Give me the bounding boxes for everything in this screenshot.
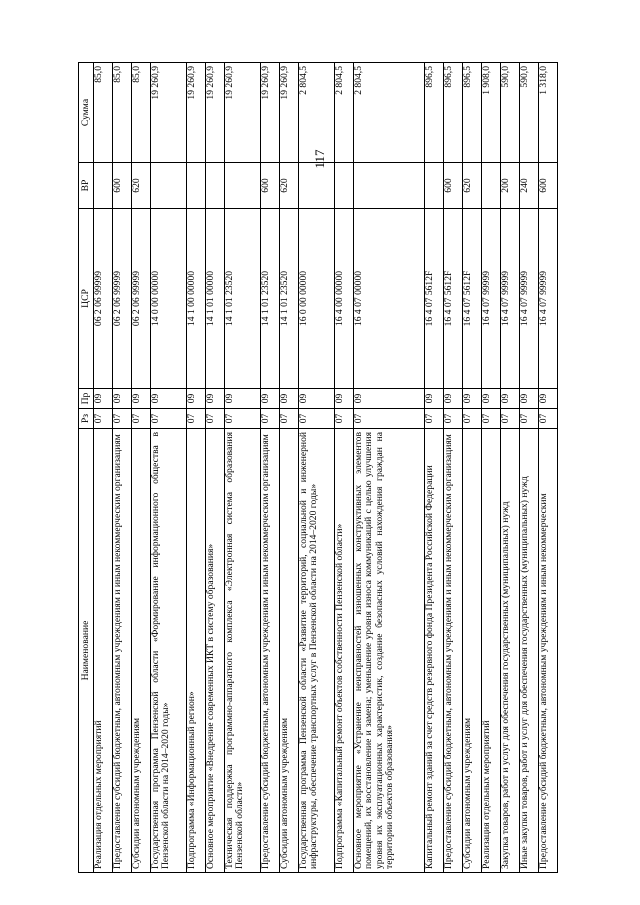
table-row <box>444 63 463 873</box>
row-sum-cell: 1 318,0 <box>538 63 557 163</box>
row-csr-cell: 16 4 07 99999 <box>482 209 501 389</box>
row-name-cell: Капитальный ремонт зданий за счет средств резервного фонда Президента Российской Федерации <box>425 429 444 873</box>
table-row <box>354 63 425 873</box>
row-pr-cell: 09 <box>206 389 225 409</box>
row-sum-cell: 1 908,0 <box>482 63 501 163</box>
row-pr-cell: 09 <box>112 389 131 409</box>
table-row <box>225 63 261 873</box>
row-rz-cell: 07 <box>206 409 225 429</box>
row-csr-cell: 16 4 07 00000 <box>354 209 425 389</box>
row-rz-cell: 07 <box>94 409 113 429</box>
row-vr-cell <box>187 163 206 209</box>
row-pr-cell: 09 <box>482 389 501 409</box>
table-header-row <box>79 63 94 873</box>
row-csr-cell: 16 4 07 5612F <box>444 209 463 389</box>
row-vr-cell: 240 <box>519 163 538 209</box>
row-vr-cell: 620 <box>280 163 299 209</box>
row-sum-cell: 19 260,9 <box>187 63 206 163</box>
row-rz-cell: 07 <box>261 409 280 429</box>
row-vr-cell <box>150 163 186 209</box>
row-rz-cell: 07 <box>501 409 520 429</box>
header-sum: Сумма <box>79 63 94 163</box>
row-vr-cell <box>225 163 261 209</box>
row-rz-cell: 07 <box>299 409 335 429</box>
table-row <box>519 63 538 873</box>
table-row <box>206 63 225 873</box>
row-name-cell: Техническая поддержка программно-аппаратного комплекса «Электронная система образования Пензенской области» <box>225 429 261 873</box>
row-sum-cell: 85,0 <box>94 63 113 163</box>
row-name-cell: Реализация отдельных мероприятий <box>482 429 501 873</box>
row-rz-cell: 07 <box>187 409 206 429</box>
row-pr-cell: 09 <box>519 389 538 409</box>
row-sum-cell: 19 260,9 <box>225 63 261 163</box>
table-row <box>112 63 131 873</box>
table-row <box>131 63 150 873</box>
row-name-cell: Субсидии автономным учреждениям <box>463 429 482 873</box>
row-csr-cell: 14 1 01 23520 <box>261 209 280 389</box>
row-rz-cell: 07 <box>112 409 131 429</box>
row-vr-cell <box>354 163 425 209</box>
row-pr-cell: 09 <box>501 389 520 409</box>
header-csr: ЦСР <box>79 209 94 389</box>
row-pr-cell: 09 <box>444 389 463 409</box>
row-rz-cell: 07 <box>444 409 463 429</box>
row-csr-cell: 14 0 00 00000 <box>150 209 186 389</box>
row-sum-cell: 2 804,5 <box>299 63 335 163</box>
row-name-cell: Предоставление субсидий бюджетным, автономным учреждениям и иным некоммерческим организациям <box>444 429 463 873</box>
table-row <box>299 63 335 873</box>
row-name-cell: Основное мероприятие «Внедрение современных ИКТ в систему образования» <box>206 429 225 873</box>
page-number: 117 <box>312 149 327 169</box>
row-vr-cell: 600 <box>538 163 557 209</box>
row-name-cell: Иные закупки товаров, работ и услуг для обеспечения государственных (муниципальных) нужд <box>519 429 538 873</box>
row-vr-cell <box>206 163 225 209</box>
table-body <box>94 63 558 873</box>
row-pr-cell: 09 <box>299 389 335 409</box>
rotated-page <box>78 63 558 873</box>
row-pr-cell: 09 <box>538 389 557 409</box>
row-vr-cell <box>94 163 113 209</box>
row-pr-cell: 09 <box>225 389 261 409</box>
row-rz-cell: 07 <box>335 409 354 429</box>
table-row <box>187 63 206 873</box>
row-name-cell: Закупка товаров, работ и услуг для обеспечения государственных (муниципальных) нужд <box>501 429 520 873</box>
row-name-cell: Подпрограмма «Капитальный ремонт объектов собственности Пензенской области» <box>335 429 354 873</box>
row-vr-cell <box>335 163 354 209</box>
row-vr-cell <box>425 163 444 209</box>
row-vr-cell <box>299 163 335 209</box>
row-csr-cell: 16 4 07 5612F <box>425 209 444 389</box>
row-pr-cell: 09 <box>187 389 206 409</box>
table-row <box>538 63 557 873</box>
budget-table <box>78 62 558 873</box>
row-sum-cell: 590,0 <box>501 63 520 163</box>
row-csr-cell: 14 1 00 00000 <box>187 209 206 389</box>
table-row <box>94 63 113 873</box>
row-pr-cell: 09 <box>94 389 113 409</box>
row-csr-cell: 14 1 01 23520 <box>280 209 299 389</box>
row-sum-cell: 85,0 <box>112 63 131 163</box>
row-rz-cell: 07 <box>280 409 299 429</box>
table-row <box>335 63 354 873</box>
row-name-cell: Предоставление субсидий бюджетным, автономным учреждениям и иным некоммерческим организациям <box>261 429 280 873</box>
row-sum-cell: 2 804,5 <box>354 63 425 163</box>
row-sum-cell: 896,5 <box>425 63 444 163</box>
row-pr-cell: 09 <box>354 389 425 409</box>
row-csr-cell: 16 4 07 99999 <box>538 209 557 389</box>
row-name-cell: Субсидии автономным учреждениям <box>280 429 299 873</box>
row-vr-cell: 600 <box>261 163 280 209</box>
row-sum-cell: 2 804,5 <box>335 63 354 163</box>
row-vr-cell: 600 <box>112 163 131 209</box>
row-csr-cell: 14 1 01 23520 <box>225 209 261 389</box>
row-rz-cell: 07 <box>482 409 501 429</box>
table-row <box>501 63 520 873</box>
row-vr-cell: 620 <box>131 163 150 209</box>
row-csr-cell: 16 0 00 00000 <box>299 209 335 389</box>
row-sum-cell: 19 260,9 <box>206 63 225 163</box>
row-pr-cell: 09 <box>335 389 354 409</box>
row-rz-cell: 07 <box>354 409 425 429</box>
table-row <box>261 63 280 873</box>
row-sum-cell: 590,0 <box>519 63 538 163</box>
row-rz-cell: 07 <box>225 409 261 429</box>
table-row <box>425 63 444 873</box>
row-sum-cell: 19 260,9 <box>261 63 280 163</box>
table-row <box>463 63 482 873</box>
header-pr: Пр <box>79 389 94 409</box>
row-pr-cell: 09 <box>150 389 186 409</box>
row-name-cell: Реализация отдельных мероприятий <box>94 429 113 873</box>
row-rz-cell: 07 <box>131 409 150 429</box>
row-name-cell: Государственная программа Пензенской области «Развитие территорий, социальной и инженерной инфраструктуры, обеспечение транспортных услуг в Пензенской области на 2014–2020 годы» <box>299 429 335 873</box>
row-sum-cell: 896,5 <box>444 63 463 163</box>
row-rz-cell: 07 <box>538 409 557 429</box>
row-name-cell: Субсидии автономным учреждениям <box>131 429 150 873</box>
row-vr-cell: 600 <box>444 163 463 209</box>
row-csr-cell: 16 4 07 5612F <box>463 209 482 389</box>
row-csr-cell: 16 4 00 00000 <box>335 209 354 389</box>
row-name-cell: Предоставление субсидий бюджетным, автономным учреждениям и иным некоммерческим организациям <box>112 429 131 873</box>
row-csr-cell: 06 2 06 99999 <box>112 209 131 389</box>
header-vr: ВР <box>79 163 94 209</box>
row-pr-cell: 09 <box>280 389 299 409</box>
row-rz-cell: 07 <box>425 409 444 429</box>
row-rz-cell: 07 <box>519 409 538 429</box>
row-sum-cell: 19 260,9 <box>150 63 186 163</box>
row-vr-cell: 200 <box>501 163 520 209</box>
row-csr-cell: 06 2 06 99999 <box>94 209 113 389</box>
row-rz-cell: 07 <box>463 409 482 429</box>
row-pr-cell: 09 <box>463 389 482 409</box>
header-name: Наименование <box>79 429 94 873</box>
row-pr-cell: 09 <box>261 389 280 409</box>
row-name-cell: Государственная программа Пензенской области «Формирование информационного общества в Пензенской области на 2014–2020 годы» <box>150 429 186 873</box>
row-pr-cell: 09 <box>131 389 150 409</box>
row-csr-cell: 06 2 06 99999 <box>131 209 150 389</box>
row-vr-cell <box>482 163 501 209</box>
row-csr-cell: 14 1 01 00000 <box>206 209 225 389</box>
row-name-cell: Основное мероприятие «Устранение неисправностей изношенных конструктивных элементов помещений, их восстановление и замена; уменьшение уровня износа коммуникаций с целью улучшения уровня их эксплуатационных характеристик, создание безопасных условий нахождения граждан на территории объектов образования» <box>354 429 425 873</box>
row-sum-cell: 19 260,9 <box>280 63 299 163</box>
row-pr-cell: 09 <box>425 389 444 409</box>
row-name-cell: Предоставление субсидий бюджетным, автономным учреждениям и иным некоммерческим <box>538 429 557 873</box>
row-csr-cell: 16 4 07 99999 <box>501 209 520 389</box>
row-csr-cell: 16 4 07 99999 <box>519 209 538 389</box>
row-rz-cell: 07 <box>150 409 186 429</box>
row-name-cell: Подпрограмма «Информационный регион» <box>187 429 206 873</box>
table-row <box>482 63 501 873</box>
table-row <box>150 63 186 873</box>
table-row <box>280 63 299 873</box>
row-vr-cell: 620 <box>463 163 482 209</box>
row-sum-cell: 85,0 <box>131 63 150 163</box>
header-rz: Рз <box>79 409 94 429</box>
row-sum-cell: 896,5 <box>463 63 482 163</box>
